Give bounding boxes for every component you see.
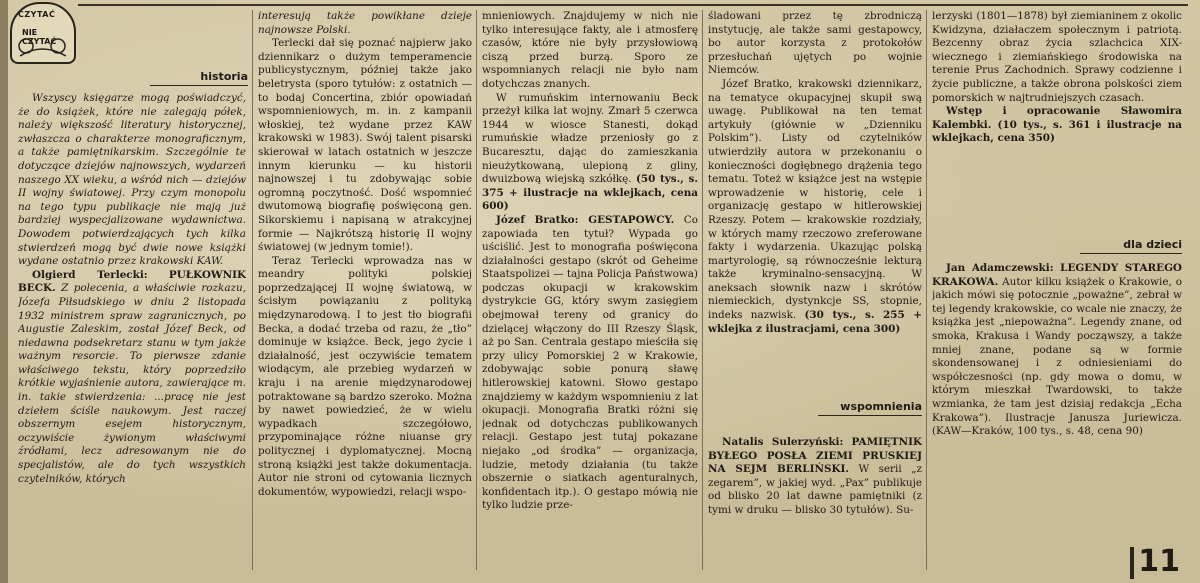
page-number: 11 [1138, 544, 1180, 579]
review-legendy [932, 262, 1182, 439]
review-body: Z polecenia, a właściwie rozkazu, Józefa Piłsudskiego w dniu 2 listopada 1932 ministrem spraw zagranicznych, po Augustie Zaleskim, został Józef Beck, od niedawna podsekretarz stanu w tym jakże ważnym resorcie. To pierwsze zdanie właściwego tekstu, który poprzedziło krótkie wyjaśnienie autora, zawierające m. in. takie stwierdzenia: ...pracę nie jest dziełem ściśle naukowym. Jest raczej obszernym esejem historycznym, oczywiście żywionym właściwymi źródłami, lecz adresowanym nie do specjalistów, ale do tych wszystkich czytelników, których [18, 282, 246, 485]
review-beck-heading [18, 269, 246, 487]
page-edge [0, 0, 8, 583]
lead-paragraph: interesują także powikłane dzieje najnowsze Polski. [258, 10, 472, 36]
column-2 [258, 10, 472, 570]
paragraph: Terlecki dał się poznać najpierw jako dziennikarz o dużym temperamencie publicystycznym, później także jako beletrysta (sporo tytułów: z ostatnich — to bodaj Concertina, zbiór opowiadań wspomnieniowych, m. in. z kampanii włoskiej, też wydane przez KAW krakowski w 1983). Swój talent pisarski skierował w latach ostatnich w jeszcze innym kierunku — ku historii najnowszej i tu zdobywając sobie ogromną poczytność. Dość wspomnieć dwutomową biografię poświęconą gen. Sikorskiemu i napisaną w atrakcyjnej formie — Najkrótszą historię II wojny światowej (w jednym tomie!). [258, 37, 472, 254]
paragraph: Teraz Terlecki wprowadza nas w meandry polityki polskiej poprzedzającej II wojnę światową, w ścisłym powiązaniu z polityką międzynarodową. I to jest tło biografii Becka, a dodać trzeba od razu, że „tło” dominuje w książce. Beck, jego życie i działalność, jest oczywiście tematem wiodącym, ale przebieg wydarzeń w kraju i na arenie międzynarodowej potraktowane są bardzo szeroko. Można by nawet powiedzieć, że w wielu wypadkach szczegółowo, przypominające różne niuanse gry politycznej i dyplomatycznej. Mocną stroną książki jest także dokumentacja. Autor nie stroni od cytowania licznych dokumentów, wypowiedzi, relacji wspo- [258, 254, 472, 498]
book-title: PAMIĘTNIK BYŁEGO POSŁA ZIEMI PRUSKIEJ NA SEJM BERLIŃSKI. [708, 436, 922, 476]
column-4 [708, 10, 922, 430]
review-body: Autor kilku książek o Krakowie, o jakich mówi się potocznie „poważne”, zebrał w tej legendy krakowskie, co wcale nie znaczy, że książka jest „niepoważna”. Legendy znane, od smoka, Krakusa i Wandy począwszy, a także mniej znane, podane są w formie skondensowanej i z odniesieniami do współczesności (np. gdy mowa o domu, w którym mieszkał Twardowski, to także wzmianka, że tam jest dzisiaj redakcja „Echa Krakowa”). Ilustracje Janusza Juriewicza. (KAW—Kraków, 100 tys., s. 48, cena 90) [932, 275, 1182, 438]
paragraph: mnieniowych. Znajdujemy w nich nie tylko interesujące fakty, ale i atmosferę czasów, które nie były przysłowiową ciszą przed burzą. Sporo ze wspomnianych relacji nie było nam dotychczas znanych. [482, 10, 698, 90]
intro-paragraph: Wszyscy księgarze mogą poświadczyć, że do książek, które nie zalegają półek, należy większość literatury historycznej, zwłaszcza o charakterze monograficznym, a także pamiętnikarskim. Szczególnie te dotyczące dziejów najnowszych, wydarzeń naszego XX wieku, a wśród nich — dziejów II wojny światowej. Przy czym monopolu na tego typu publikacje nie mają już bardziej wyspecjalizowane wydawnictwa. Dowodem potwierdzających tych kilka stwierdzeń mogą być dwie nowe książki wydane ostatnio przez krakowski KAW. [18, 92, 246, 268]
column-4-bottom [708, 436, 922, 576]
column-5 [932, 10, 1182, 232]
author-title: Jan Adamczewski: LEGENDY STAREGO KRAKOWA. [932, 262, 1182, 288]
section-heading-wspomnienia: wspomnienia [818, 400, 922, 416]
column-logo [10, 2, 76, 64]
paragraph-text: W rumuńskim internowaniu Beck przeżył kilka lat wojny. Zmarł 5 czerwca 1944 w wiosce Stanesti, dokąd rumuńskie władze przeniosły go z Bucaresztu, dając do zamieszkania nieużytkowaną, ulepioną z gliny, dwuizbową wiejską szkółkę. [482, 91, 698, 186]
author-name: Olgierd Terlecki: [32, 268, 148, 281]
column-5-bottom [932, 262, 1182, 542]
paragraph-text: Józef Bratko, krakowski dziennikarz, na tematyce okupacyjnej skupił swą uwagę. Publikował na ten temat artykuły (głównie w „Dzienniku Polskim”). Listy od czytelników utwierdziły autora w przekonaniu o konieczności dogłębnego drążenia tego tematu. Toteż w książce jest na wstępie wprowadzenie w historię, cele i organizację gestapo w hitlerowskiej Rzeszy. Potem — krakowskie rozdziały, w których mamy rzeczowo zreferowane fakty i wydarzenia. Ukazując polską martyrologię, są równocześnie lekturą także kryminalno-sensacyjną. W aneksach słownik nazw i skrótów niemieckich, dystynkcje SS, stopnie, indeks nazwisk. [708, 77, 922, 322]
paragraph: śladowani przez tę zbrodniczą instytucję, ale także sami gestapowcy, bo autor korzysta z protokołów przesłuchań ujętych po wojnie Niemców. [708, 10, 922, 77]
price-info: (30 tys., s. 255 + wklejka z ilustracjami, cena 300) [708, 309, 922, 335]
author-name: Natalis Sulerzyński: [722, 436, 844, 448]
author-title: Józef Bratko: GESTAPOWCY. [496, 213, 675, 226]
logo-line2: NIE CZYTAĆ [22, 28, 57, 46]
paragraph [708, 78, 922, 336]
review-pamietnik [708, 436, 922, 518]
column-3 [482, 10, 698, 570]
column-divider [252, 10, 253, 570]
paragraph: lerzyski (1801—1878) był ziemianinem z okolic Kwidzyna, działaczem społecznym i patriotą. Bezcenny obraz życia szlachcica XIX-wiecznego i ziemiańskiego środowiska na terenie Prus Zachodnich. Sprawy codzienne i życie publiczne, a także obrona polskości ziem pomorskich w najtrudniejszych czasach. [932, 10, 1182, 104]
paragraph [482, 92, 698, 214]
section-heading-historia: historia [150, 70, 248, 86]
column-divider [702, 10, 703, 570]
review-body: W serii „z zegarem”, w jakiej wyd. „Pax” publikuje od blisko 20 lat dawne pamiętniki (z tymi w druku — blisko 30 tytułów). Su- [708, 463, 922, 516]
column-1 [18, 92, 246, 580]
review-body: Co zapowiada ten tytuł? Wypada go uściślić. Jest to monografia poświęcona działalności gestapo (skrót od Geheime Staatspolizei — tajna Policja Państwowa) podczas okupacji w krakowskim dystrykcie GG, który swym zasięgiem obejmował tereny od granicy do dzielącej włączony do III Rzeszy Śląsk, aż po San. Centrala gestapo mieściła się przy ulicy Pomorskiej 2 w Krakowie, zdobywając sobie ponurą sławę hitlerowskiej katowni. Słowo gestapo znajdziemy w każdym wspomnieniu z lat okupacji. Monografia Bratki różni się jednak od dotychczas publikowanych relacji. Gestapo jest tutaj pokazane niejako „od środka” — organizacja, ludzie, metody działania (tu także obszernie o siatkach agenturalnych, konfidentach itp.). O gestapo mówią nie tylko ludzie prze- [482, 213, 698, 512]
column-divider [476, 10, 477, 570]
review-gestapo [482, 214, 698, 513]
credits: Wstęp i opracowanie Sławomira Kalembki. (10 tys., s. 361 i ilustracje na wklejkach, cena 350) [932, 105, 1182, 145]
column-divider [926, 10, 927, 570]
price-info: (50 tys., s. 375 + ilustracje na wklejkach, cena 600) [482, 173, 698, 213]
book-title: PUŁKOWNIK BECK. [18, 268, 246, 295]
top-rule [78, 4, 1188, 6]
section-heading-dla-dzieci: dla dzieci [1080, 238, 1182, 254]
logo-line1: CZYTAĆ [18, 10, 56, 19]
page-number-bar [1130, 547, 1134, 579]
